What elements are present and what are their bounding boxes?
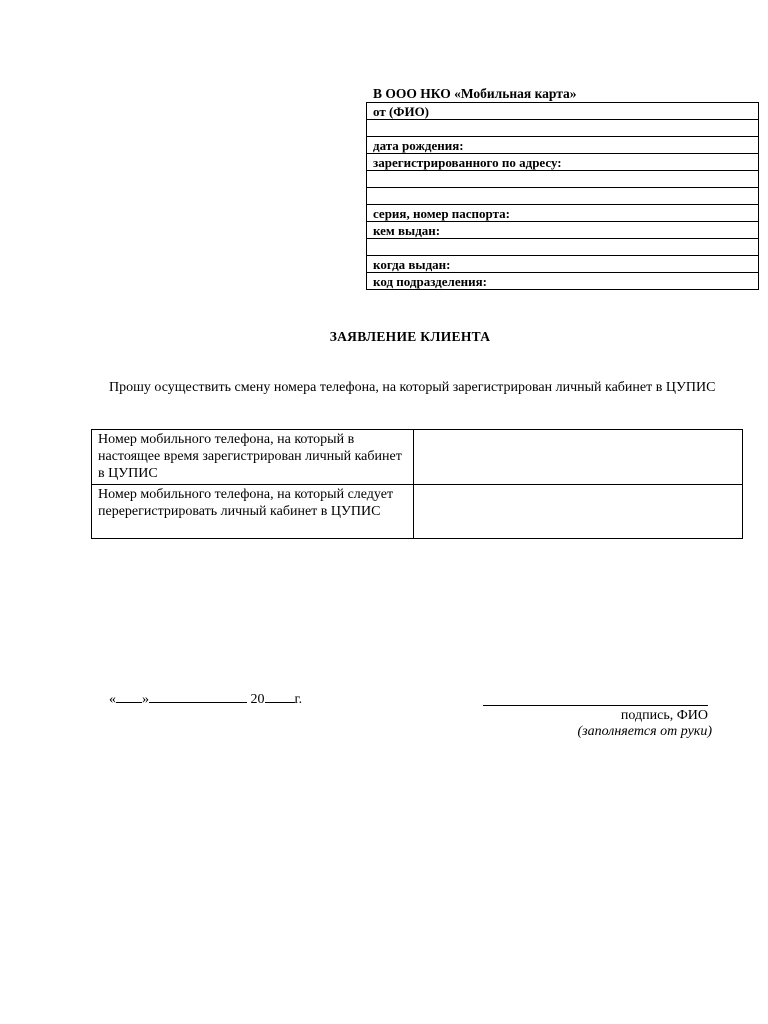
field-birth-date[interactable]: дата рождения: bbox=[367, 137, 759, 154]
table-row bbox=[367, 154, 759, 171]
phone-numbers-table bbox=[91, 429, 743, 539]
table-row bbox=[367, 103, 759, 120]
field-registered-address[interactable]: зарегистрированного по адресу: bbox=[367, 154, 759, 171]
table-row bbox=[367, 120, 759, 137]
field-full-name[interactable]: от (ФИО) bbox=[367, 103, 759, 120]
day-blank[interactable] bbox=[116, 690, 142, 703]
request-text: Прошу осуществить смену номера телефона, на который зарегистрирован личный кабинет в ЦУПИС bbox=[109, 380, 716, 395]
field-department-code[interactable]: код подразделения: bbox=[367, 273, 759, 290]
document-title: ЗАЯВЛЕНИЕ КЛИЕНТА bbox=[329, 329, 491, 344]
field-issued-by-blank[interactable] bbox=[367, 239, 759, 256]
field-full-name-blank[interactable] bbox=[367, 120, 759, 137]
field-issued-by[interactable]: кем выдан: bbox=[367, 222, 759, 239]
table-row bbox=[367, 171, 759, 188]
table-row bbox=[367, 239, 759, 256]
new-phone-label: Номер мобильного телефона, на который следует перерегистрировать личный кабинет в ЦУПИС bbox=[92, 485, 414, 539]
year-prefix: 20 bbox=[250, 692, 265, 707]
signature-caption: подпись, ФИО bbox=[620, 708, 708, 723]
table-row bbox=[367, 256, 759, 273]
month-blank[interactable] bbox=[149, 690, 247, 703]
field-issue-date[interactable]: когда выдан: bbox=[367, 256, 759, 273]
table-row bbox=[367, 188, 759, 205]
signature-line[interactable] bbox=[483, 705, 708, 706]
table-row bbox=[92, 430, 743, 485]
field-address-blank-1[interactable] bbox=[367, 171, 759, 188]
table-row bbox=[367, 273, 759, 290]
current-phone-label: Номер мобильного телефона, на который в настоящее время зарегистрирован личный кабинет в ЦУПИС bbox=[92, 430, 414, 485]
table-row bbox=[367, 137, 759, 154]
applicant-details-table bbox=[366, 102, 759, 290]
table-row bbox=[92, 485, 743, 539]
table-row bbox=[367, 222, 759, 239]
date-close-quote: » bbox=[142, 692, 149, 707]
recipient-heading: В ООО НКО «Мобильная карта» bbox=[373, 86, 577, 101]
year-blank[interactable] bbox=[265, 690, 295, 703]
table-row bbox=[367, 205, 759, 222]
year-suffix: г. bbox=[294, 692, 303, 707]
new-phone-value[interactable] bbox=[414, 485, 743, 539]
field-passport-number[interactable]: серия, номер паспорта: bbox=[367, 205, 759, 222]
date-line bbox=[109, 690, 302, 708]
signature-note: (заполняется от руки) bbox=[577, 724, 712, 739]
current-phone-value[interactable] bbox=[414, 430, 743, 485]
field-address-blank-2[interactable] bbox=[367, 188, 759, 205]
date-open-quote: « bbox=[109, 692, 116, 707]
